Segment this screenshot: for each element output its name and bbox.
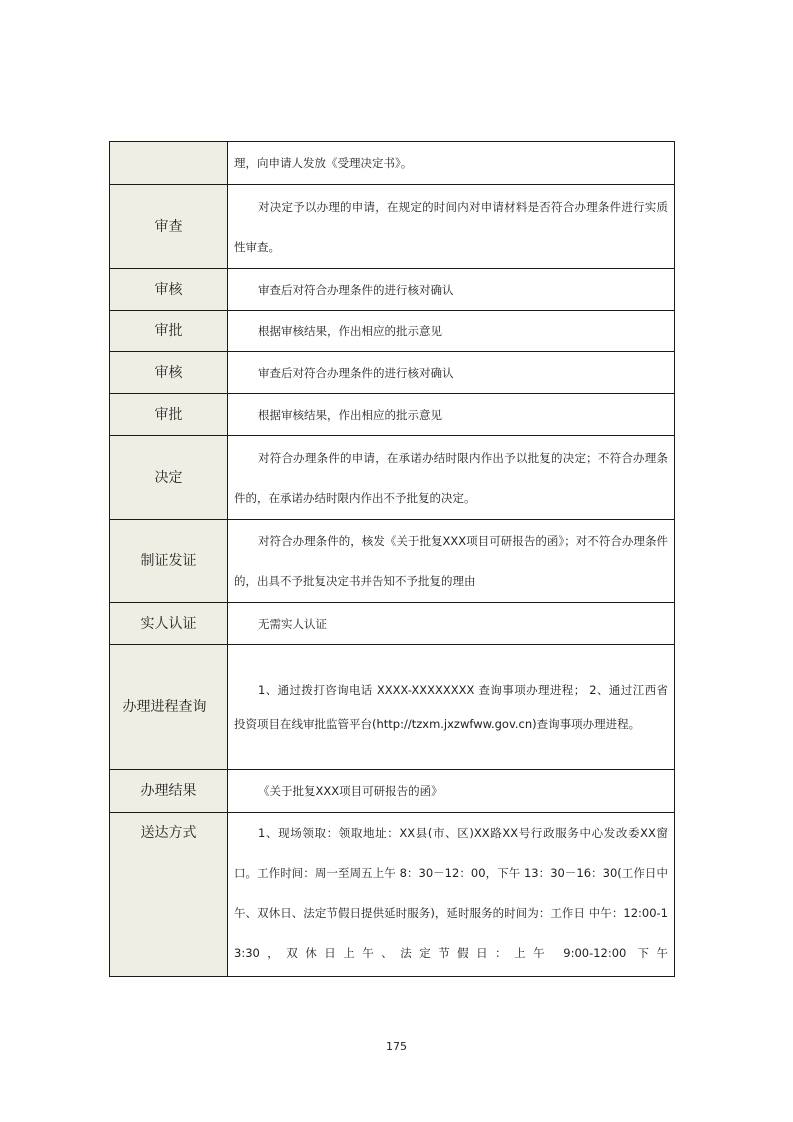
row-text: 审查后对符合办理条件的进行核对确认 bbox=[258, 282, 454, 297]
row-text: 对决定予以办理的申请，在规定的时间内对申请材料是否符合办理条件进行实质性审查。 bbox=[234, 199, 668, 254]
service-info-table bbox=[109, 141, 675, 977]
table-row bbox=[110, 185, 675, 269]
row-label: 送达方式 bbox=[140, 825, 197, 841]
row-label: 制证发证 bbox=[140, 553, 197, 569]
row-text: 1、现场领取：领取地址：XX县(市、区)XX路XX号行政服务中心发改委XX窗口。工作时间：周一至周五上午 8：30－12：00，下午 13：30－16：30(工作日中午、双休日、法定节假日提供延时服务)，延时服务的时间为：工作日 中午：12:00-13:30，双休日上午、法定节假日：上午 9:00-12:00 下午 bbox=[234, 826, 668, 960]
row-label: 审批 bbox=[154, 406, 183, 423]
row-value-cell bbox=[228, 269, 675, 311]
table-row bbox=[110, 436, 675, 520]
row-text: 对符合办理条件的申请，在承诺办结时限内作出予以批复的决定；不符合办理条件的，在承诺办结时限内作出不予批复的决定。 bbox=[234, 450, 668, 505]
table-row bbox=[110, 352, 675, 394]
table-row bbox=[110, 813, 675, 977]
row-label: 审批 bbox=[154, 323, 183, 339]
row-label-cell bbox=[110, 185, 228, 269]
row-text: 理，向申请人发放《受理决定书》。 bbox=[234, 156, 413, 170]
table-row bbox=[110, 520, 675, 603]
row-value-cell bbox=[228, 520, 675, 603]
row-value-cell bbox=[228, 311, 675, 352]
row-text: 根据审核结果，作出相应的批示意见 bbox=[258, 407, 442, 422]
row-value-cell bbox=[228, 770, 675, 813]
row-label-cell bbox=[110, 770, 228, 813]
row-label-cell bbox=[110, 603, 228, 645]
row-text: 无需实人认证 bbox=[258, 616, 327, 631]
table-row bbox=[110, 603, 675, 645]
row-value-cell bbox=[228, 645, 675, 770]
row-value-cell bbox=[228, 185, 675, 269]
table-row bbox=[110, 394, 675, 436]
page-number: 175 bbox=[386, 1040, 407, 1053]
row-label: 审核 bbox=[154, 364, 183, 381]
row-label-cell bbox=[110, 394, 228, 436]
table-row bbox=[110, 269, 675, 311]
row-label-cell bbox=[110, 269, 228, 311]
row-value-cell bbox=[228, 352, 675, 394]
row-label: 实人认证 bbox=[140, 615, 197, 632]
row-label-cell bbox=[110, 142, 228, 185]
row-value-cell bbox=[228, 603, 675, 645]
row-label-cell bbox=[110, 645, 228, 770]
table-row bbox=[110, 645, 675, 770]
row-label: 审核 bbox=[154, 281, 183, 298]
row-label-cell bbox=[110, 311, 228, 352]
row-value-cell bbox=[228, 142, 675, 185]
row-text: 《关于批复XXX项目可研报告的函》 bbox=[258, 784, 443, 798]
row-value-cell bbox=[228, 394, 675, 436]
row-label: 决定 bbox=[154, 469, 183, 486]
row-value-cell bbox=[228, 813, 675, 977]
row-text: 根据审核结果，作出相应的批示意见 bbox=[258, 324, 442, 338]
row-label-cell bbox=[110, 352, 228, 394]
row-text: 对符合办理条件的，核发《关于批复XXX项目可研报告的函》；对不符合办理条件的，出具不予批复决定书并告知不予批复的理由 bbox=[234, 534, 668, 588]
row-label-cell bbox=[110, 520, 228, 603]
row-label: 审查 bbox=[154, 218, 183, 235]
row-label-cell bbox=[110, 436, 228, 520]
row-value-cell bbox=[228, 436, 675, 520]
row-text: 1、通过拨打咨询电话 XXXX-XXXXXXXX 查询事项办理进程； 2、通过江西省投资项目在线审批监管平台(http://tzxm.jxzwfww.gov.cn)查询事项办理进程。 bbox=[234, 683, 668, 731]
row-text: 审查后对符合办理条件的进行核对确认 bbox=[258, 365, 454, 380]
row-label: 办理结果 bbox=[140, 783, 197, 799]
table-row bbox=[110, 311, 675, 352]
table-row bbox=[110, 142, 675, 185]
table-row bbox=[110, 770, 675, 813]
row-label: 办理进程查询 bbox=[122, 699, 207, 715]
row-label-cell bbox=[110, 813, 228, 977]
